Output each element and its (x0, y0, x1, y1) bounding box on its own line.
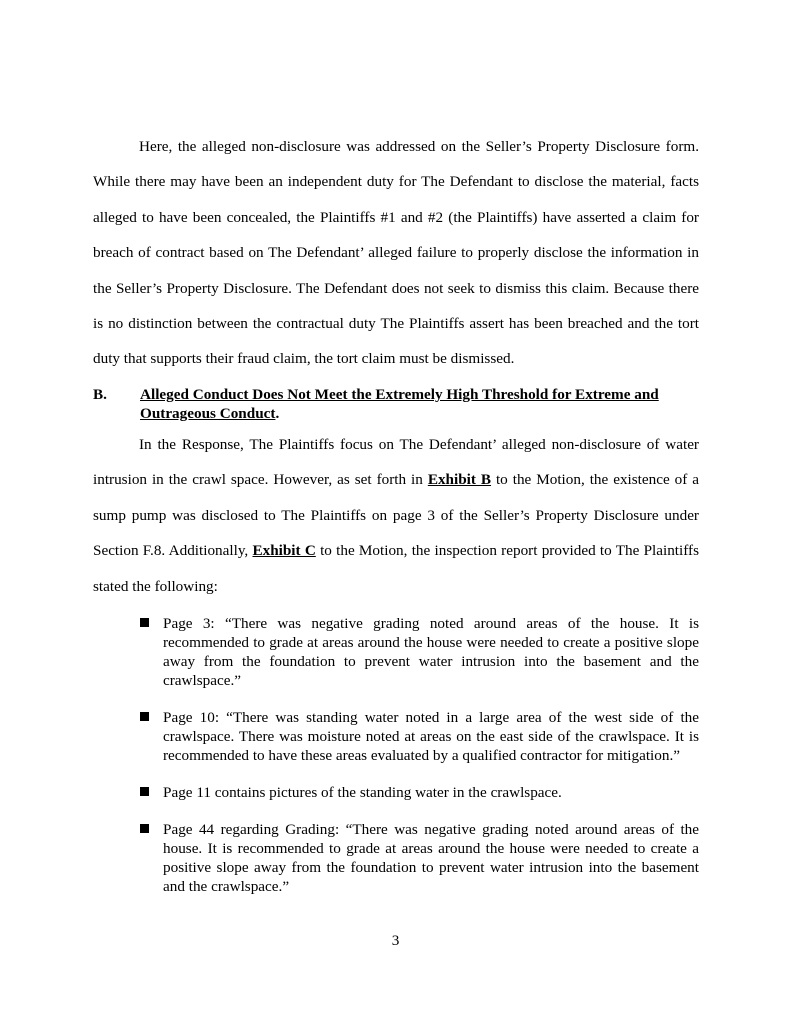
list-item-text: Page 10: “There was standing water noted in a large area of the west side of the crawlspace. There was moisture noted at areas on the east side of the crawlspace. It is recommended to have these areas evaluated by a qualified contractor for mitigation.” (163, 709, 699, 764)
list-item (140, 708, 699, 765)
list-item (140, 820, 699, 896)
list-item-text: Page 11 contains pictures of the standing water in the crawlspace. (163, 784, 562, 801)
page-number: 3 (391, 932, 400, 949)
list-item (140, 614, 699, 690)
section-letter: B. (93, 386, 107, 403)
square-bullet-icon (140, 618, 149, 627)
section-title-period: . (275, 405, 280, 422)
square-bullet-icon (140, 787, 149, 796)
paragraph-response-part2: to the Motion, the existence of a sump pump was disclosed to The Plaintiffs on page 3 of the Seller’s Property Disclosure under Section F.8. Additionally, (93, 471, 699, 560)
exhibit-b-reference: Exhibit B (427, 471, 492, 489)
exhibit-c-reference: Exhibit C (252, 542, 316, 560)
square-bullet-icon (140, 824, 149, 833)
section-title-text: Alleged Conduct Does Not Meet the Extremely High Threshold for Extreme and Outrageous Conduct (140, 386, 659, 422)
paragraph-tort-claim: Here, the alleged non-disclosure was addressed on the Seller’s Property Disclosure form. While there may have been an independent duty for The Defendant to disclose the material, facts alleged to have been concealed, the Plaintiffs #1 and #2 (the Plaintiffs) have asserted a claim for breach of contract based on The Defendant’ alleged failure to properly disclose the information in the Seller’s Property Disclosure. The Defendant does not seek to dismiss this claim. Because there is no distinction between the contractual duty The Plaintiffs assert has been breached and the tort duty that supports their fraud claim, the tort claim must be dismissed. (93, 138, 699, 368)
square-bullet-icon (140, 712, 149, 721)
inspection-findings-list (140, 614, 699, 914)
section-title (140, 385, 700, 423)
list-item (140, 783, 699, 802)
list-item-text: Page 3: “There was negative grading noted around areas of the house. It is recommended to grade at areas around the house were needed to create a positive slope away from the foundation to prevent water intrusion into the basement and the crawlspace.” (163, 615, 699, 689)
paragraph-response-part1: In the Response, The Plaintiffs focus on The Defendant’ alleged non-disclosure of water intrusion in the crawl space. However, as set forth in (93, 436, 699, 489)
paragraph-response (93, 427, 699, 604)
list-item-text: Page 44 regarding Grading: “There was negative grading noted around areas of the house. It is recommended to grade at areas around the house were needed to create a positive slope away from the foundation to prevent water intrusion into the basement and the crawlspace.” (163, 821, 699, 895)
paragraph-response-part3: to the Motion, the inspection report provided to The Plaintiffs stated the following: (93, 542, 699, 595)
